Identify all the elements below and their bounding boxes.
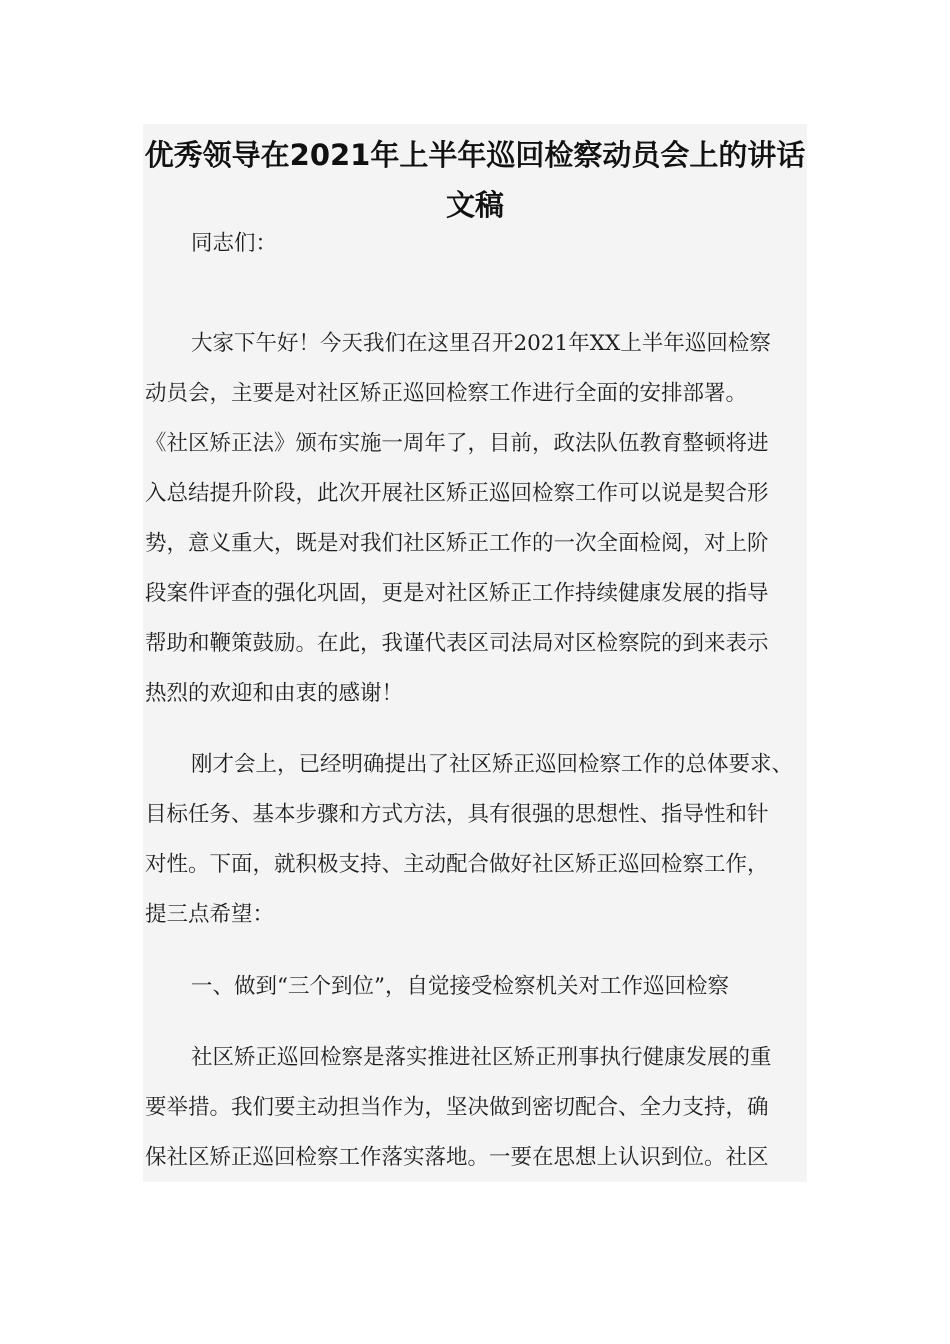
paragraph-line: 刚才会上，已经明确提出了社区矫正巡回检察工作的总体要求、 xyxy=(191,752,794,777)
paragraph-line: 动员会，主要是对社区矫正巡回检察工作进行全面的安排部署。 xyxy=(145,381,748,406)
requirements-paragraph xyxy=(145,740,809,940)
paragraph-line: 保社区矫正巡回检察工作落实落地。一要在思想上认识到位。社区 xyxy=(145,1145,769,1170)
paragraph-line: 提三点希望： xyxy=(145,902,275,927)
paragraph-line: 目标任务、基本步骤和方式方法，具有很强的思想性、指导性和针 xyxy=(145,802,769,827)
paragraph-line: 势，意义重大，既是对我们社区矫正工作的一次全面检阅，对上阶 xyxy=(145,531,769,556)
paragraph-line: 要举措。我们要主动担当作为，坚决做到密切配合、全力支持，确 xyxy=(145,1095,769,1120)
paragraph-line: 入总结提升阶段，此次开展社区矫正巡回检察工作可以说是契合形 xyxy=(145,481,769,506)
title-line: 文稿 xyxy=(445,188,504,222)
section-heading xyxy=(145,962,809,1012)
paragraph-line: 一、做到“三个到位”，自觉接受检察机关对工作巡回检察 xyxy=(191,974,729,999)
greeting-paragraph xyxy=(145,219,809,269)
paragraph-line: 社区矫正巡回检察是落实推进社区矫正刑事执行健康发展的重 xyxy=(191,1045,772,1070)
document-title xyxy=(143,130,807,230)
paragraph-line: 帮助和鞭策鼓励。在此，我谨代表区司法局对区检察院的到来表示 xyxy=(145,631,769,656)
opening-paragraph xyxy=(145,319,809,719)
paragraph-line: 大家下午好！今天我们在这里召开2021年XX上半年巡回检察 xyxy=(191,331,771,356)
paragraph-line: 对性。下面，就积极支持、主动配合做好社区矫正巡回检察工作， xyxy=(145,852,769,877)
section-paragraph xyxy=(145,1033,809,1183)
paragraph-line: 同志们： xyxy=(191,231,278,256)
paragraph-line: 段案件评查的强化巩固，更是对社区矫正工作持续健康发展的指导 xyxy=(145,581,769,606)
title-line: 优秀领导在2021年上半年巡回检察动员会上的讲话 xyxy=(144,138,806,172)
paragraph-line: 《社区矫正法》颁布实施一周年了，目前，政法队伍教育整顿将进 xyxy=(145,431,769,456)
paragraph-line: 热烈的欢迎和由衷的感谢！ xyxy=(145,681,404,706)
